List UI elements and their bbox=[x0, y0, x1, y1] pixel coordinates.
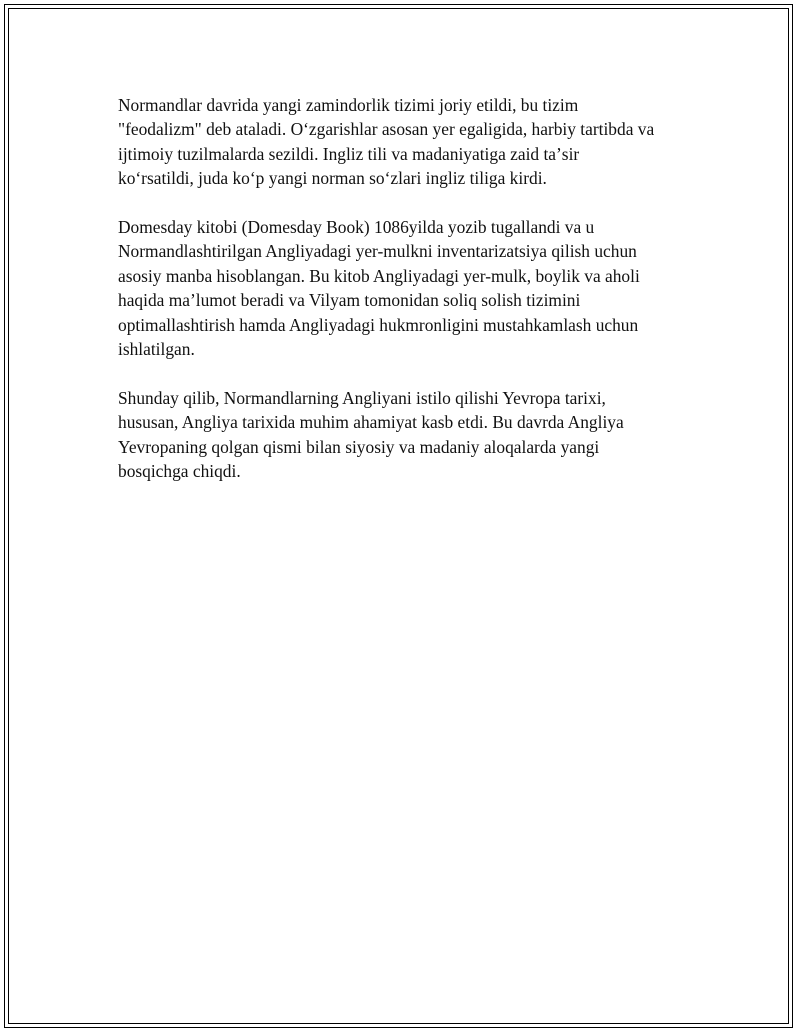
paragraph-2: Domesday kitobi (Domesday Book) 1086yilda yozib tugallandi va u Normandlashtirilgan Angliyadagi yer-mulkni inventarizatsiya qilish uchun asosiy manba hisoblangan. Bu kitob Angliyadagi yer-mulk, boylik va aholi haqida maʼlumot beradi va Vilyam tomonidan soliq solish tizimini optimallashtirish hamda Angliyadagi hukmronligini mustahkamlash uchun ishlatilgan. bbox=[118, 217, 640, 360]
paragraph-1: Normandlar davrida yangi zamindorlik tizimi joriy etildi, bu tizim "feodalizm" deb ataladi. Oʻzgarishlar asosan yer egaligida, harbiy tartibda va ijtimoiy tuzilmalarda sezildi. Ingliz tili va madaniyatiga zaid taʼsir koʻrsatildi, juda koʻp yangi norman soʻzlari ingliz tiliga kirdi. bbox=[118, 95, 655, 189]
document-body bbox=[118, 93, 698, 508]
paragraph-3: Shunday qilib, Normandlarning Angliyani istilo qilishi Yevropa tarixi, hususan, Angliya tarixida muhim ahamiyat kasb etdi. Bu davrda Angliya Yevropaning qolgan qismi bilan siyosiy va madaniy aloqalarda yangi bosqichga chiqdi. bbox=[118, 387, 624, 482]
